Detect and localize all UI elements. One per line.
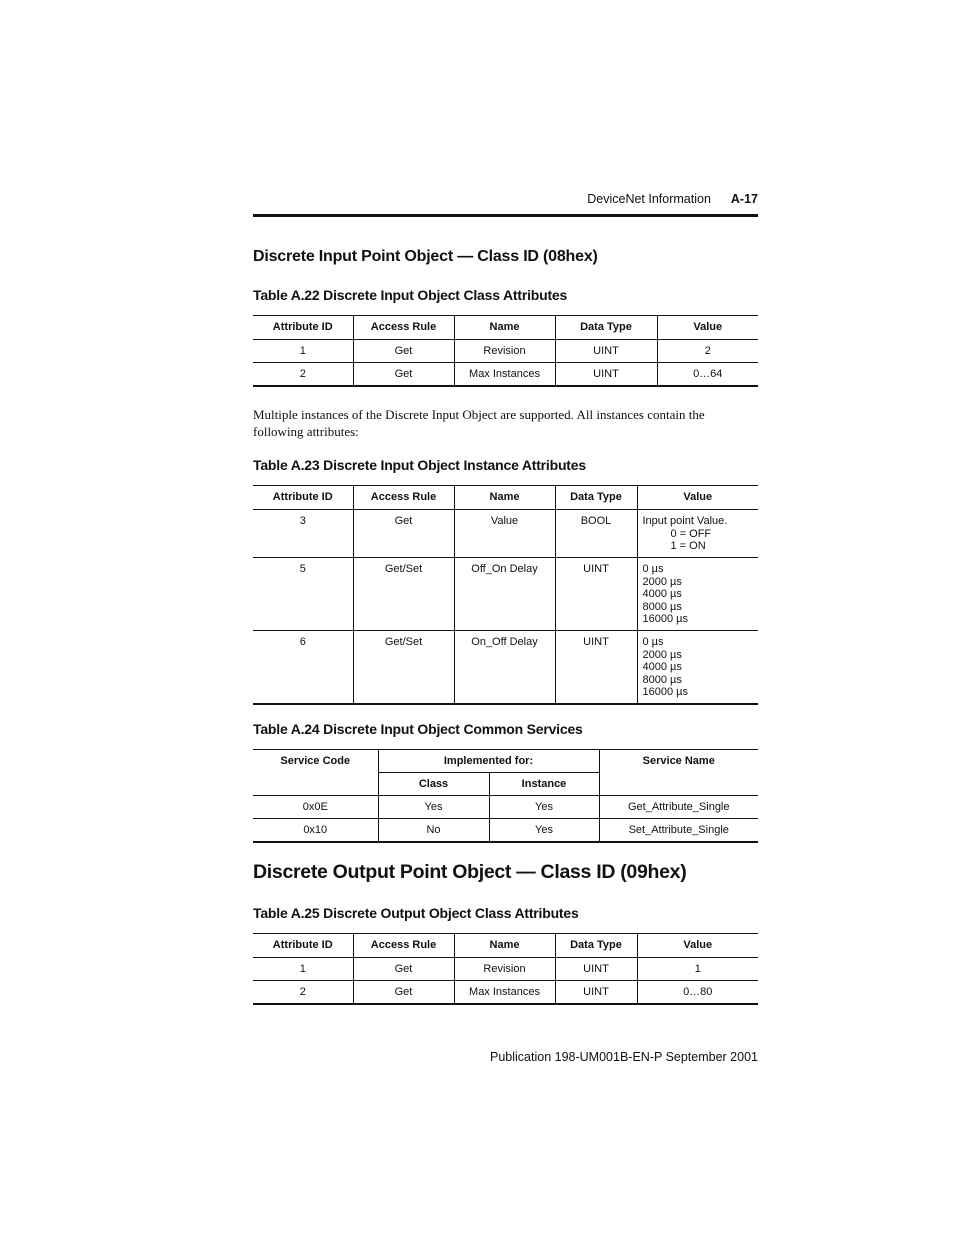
table-a24: [253, 749, 758, 843]
table-cell: 0x10: [253, 819, 378, 842]
table-cell: 1: [637, 958, 758, 981]
table-cell: 2: [657, 340, 758, 363]
table-cell: 1: [253, 340, 353, 363]
col-header: Data Type: [555, 934, 637, 958]
table-cell: UINT: [555, 981, 637, 1004]
value-line: Input point Value.: [642, 515, 728, 527]
header-page-number: A-17: [730, 192, 758, 206]
table-cell: 0x0E: [253, 796, 378, 819]
table-row: [253, 558, 758, 631]
table-cell: UINT: [555, 340, 657, 363]
col-header: Class: [378, 773, 489, 796]
value-line: 1 = ON: [670, 540, 706, 552]
table-cell: 0…64: [657, 363, 758, 386]
table-cell: Get: [353, 340, 454, 363]
value-line: 16000 µs: [642, 686, 688, 698]
table-row: [253, 819, 758, 842]
value-line: 8000 µs: [642, 673, 682, 686]
table-cell: Yes: [378, 796, 489, 819]
col-header: Value: [637, 486, 758, 510]
col-header-group: Implemented for:: [378, 750, 599, 773]
table-cell: BOOL: [555, 510, 637, 558]
body-paragraph: Multiple instances of the Discrete Input Object are supported. All instances contain the following attributes:: [253, 407, 705, 439]
table-cell: Get: [353, 958, 454, 981]
value-line: 2000 µs: [642, 575, 682, 588]
table-cell: Revision: [454, 340, 555, 363]
table-a23: [253, 485, 758, 705]
table-a25-caption: Table A.25 Discrete Output Object Class Attributes: [253, 905, 579, 921]
value-line: 2000 µs: [642, 648, 682, 661]
value-line: 4000 µs: [642, 661, 682, 673]
table-a22: [253, 315, 758, 387]
table-cell: Revision: [454, 958, 555, 981]
col-header: Access Rule: [353, 934, 454, 958]
table-cell: UINT: [555, 631, 637, 704]
table-a22-caption: Table A.22 Discrete Input Object Class Attributes: [253, 287, 568, 303]
col-header: Service Name: [599, 750, 758, 796]
col-header: Name: [454, 486, 555, 510]
value-line: 8000 µs: [642, 600, 682, 613]
value-line: 0 µs: [642, 563, 664, 575]
table-row: [253, 958, 758, 981]
table-row: [253, 340, 758, 363]
table-a24-caption: Table A.24 Discrete Input Object Common Services: [253, 721, 583, 737]
table-cell: Yes: [489, 819, 599, 842]
section-title-discrete-input: Discrete Input Point Object — Class ID (08hex): [253, 248, 598, 265]
col-header: Access Rule: [353, 316, 454, 340]
table-cell: UINT: [555, 958, 637, 981]
col-header: Instance: [489, 773, 599, 796]
table-row: [253, 981, 758, 1004]
table-cell: On_Off Delay: [454, 631, 555, 704]
table-cell: 2: [253, 363, 353, 386]
table-cell: Get: [353, 981, 454, 1004]
table-row: [253, 510, 758, 558]
publication-footer: Publication 198-UM001B-EN-P September 2001: [490, 1050, 758, 1064]
table-a25: [253, 933, 758, 1005]
col-header: Name: [454, 316, 555, 340]
table-cell: 5: [253, 558, 353, 631]
table-cell: Get/Set: [353, 631, 454, 704]
section-title-discrete-output: Discrete Output Point Object — Class ID (09hex): [253, 861, 687, 883]
table-cell: 1: [253, 958, 353, 981]
header-section: DeviceNet Information: [587, 192, 711, 206]
col-header: Attribute ID: [253, 934, 353, 958]
col-header: Value: [657, 316, 758, 340]
table-cell: Get: [353, 510, 454, 558]
table-cell: Value: [454, 510, 555, 558]
table-cell: Get: [353, 363, 454, 386]
running-header: [253, 192, 758, 206]
table-cell: Get_Attribute_Single: [599, 796, 758, 819]
table-cell: Get/Set: [353, 558, 454, 631]
value-line: 16000 µs: [642, 613, 688, 625]
table-cell: Max Instances: [454, 363, 555, 386]
table-cell-value: [637, 631, 758, 704]
table-cell: 3: [253, 510, 353, 558]
table-row: [253, 363, 758, 386]
header-rule: [253, 214, 758, 217]
table-cell: No: [378, 819, 489, 842]
col-header: Value: [637, 934, 758, 958]
col-header: Access Rule: [353, 486, 454, 510]
value-line: 0 = OFF: [670, 527, 712, 540]
table-cell: UINT: [555, 558, 637, 631]
table-cell: 6: [253, 631, 353, 704]
col-header: Attribute ID: [253, 316, 353, 340]
value-line: 0 µs: [642, 636, 664, 648]
col-header: Service Code: [253, 750, 378, 796]
col-header: Data Type: [555, 486, 637, 510]
col-header: Data Type: [555, 316, 657, 340]
table-a23-caption: Table A.23 Discrete Input Object Instance Attributes: [253, 457, 586, 473]
table-cell-value: [637, 510, 758, 558]
table-cell: UINT: [555, 363, 657, 386]
table-cell: Set_Attribute_Single: [599, 819, 758, 842]
table-row: [253, 796, 758, 819]
table-cell: 0…80: [637, 981, 758, 1004]
table-cell: 2: [253, 981, 353, 1004]
col-header: Name: [454, 934, 555, 958]
table-cell-value: [637, 558, 758, 631]
table-cell: Yes: [489, 796, 599, 819]
table-cell: Max Instances: [454, 981, 555, 1004]
col-header: Attribute ID: [253, 486, 353, 510]
value-line: 4000 µs: [642, 588, 682, 600]
table-row: [253, 631, 758, 704]
table-cell: Off_On Delay: [454, 558, 555, 631]
